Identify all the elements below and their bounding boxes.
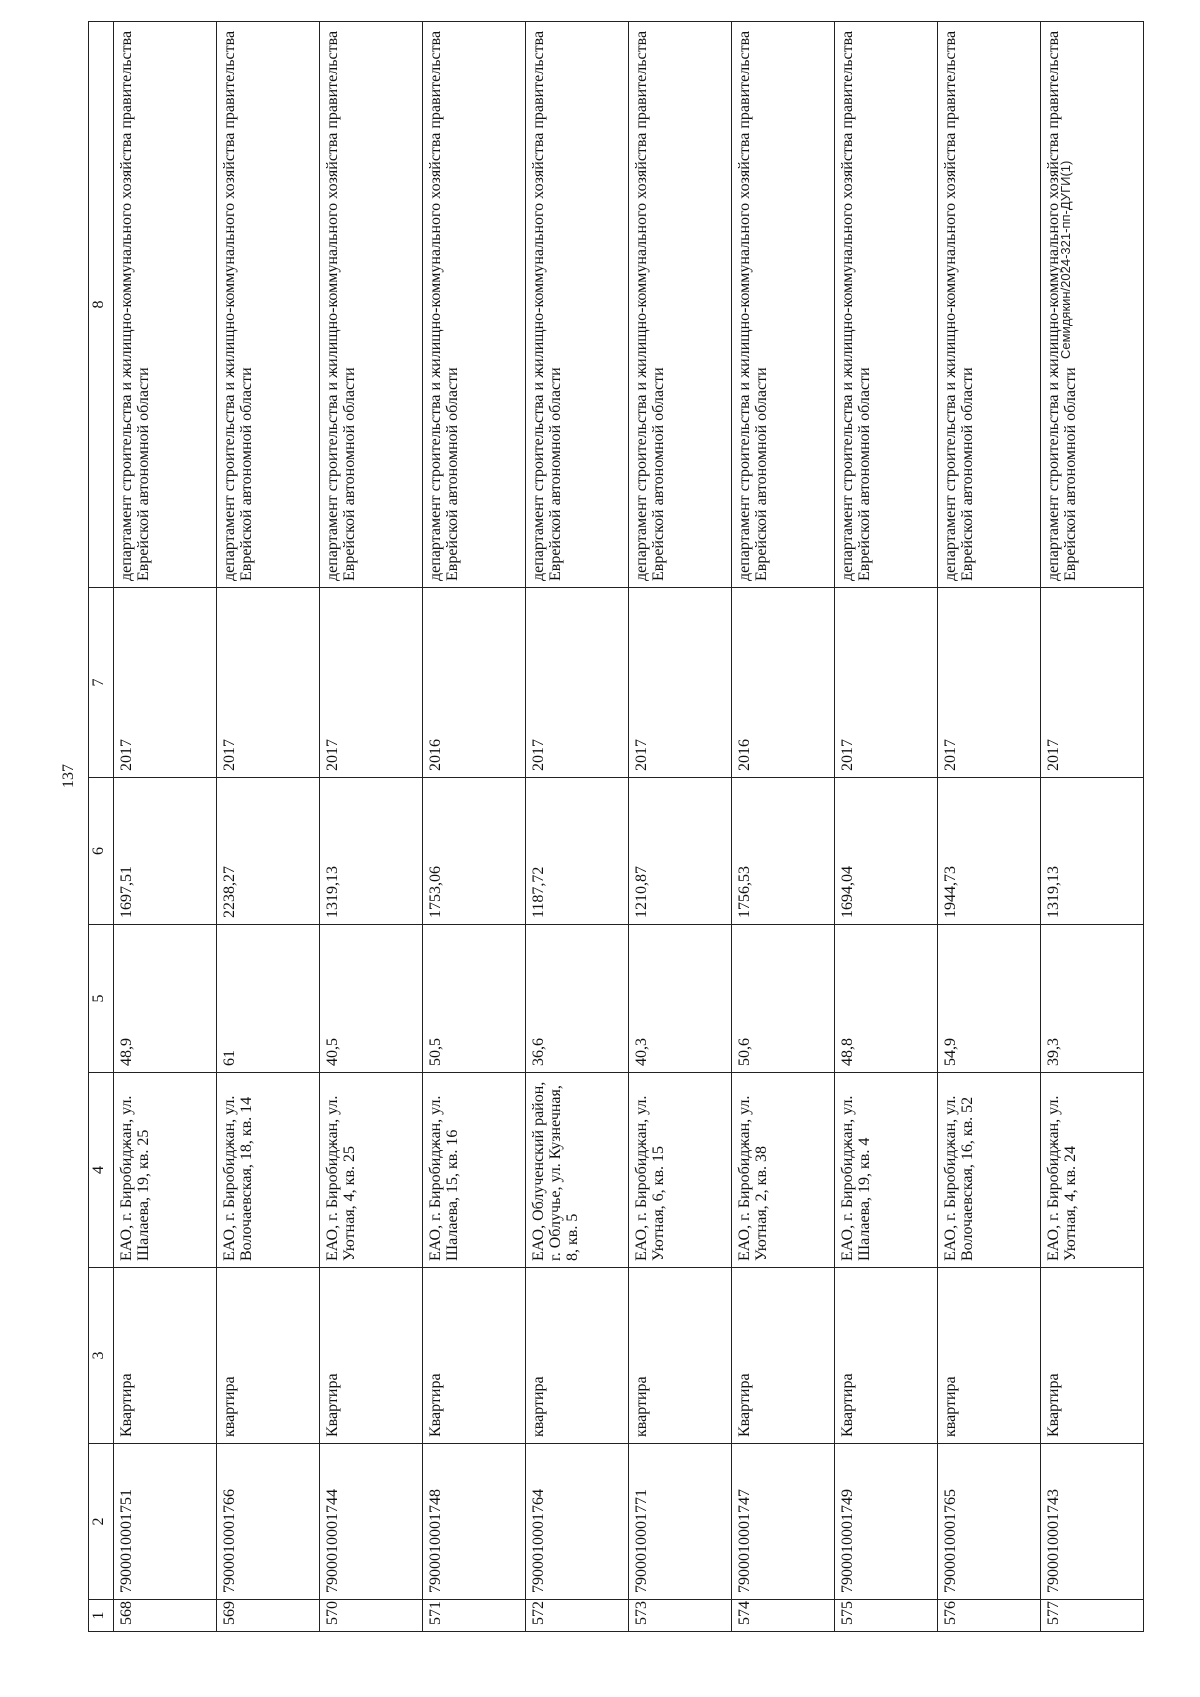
holder-cell: департамент строительства и жилищно-коммунального хозяйства правительства Еврейской автономной области — [835, 22, 938, 588]
row-number-cell: 570 — [320, 1600, 423, 1632]
object-type-cell: Квартира — [114, 1268, 217, 1444]
holder-cell: департамент строительства и жилищно-коммунального хозяйства правительства Еврейской автономной области — [1041, 22, 1144, 588]
holder-cell: департамент строительства и жилищно-коммунального хозяйства правительства Еврейской автономной области — [629, 22, 732, 588]
value-cell: 2238,27 — [217, 778, 320, 925]
object-type-cell: квартира — [217, 1268, 320, 1444]
header-row — [89, 22, 114, 1632]
object-type-cell: квартира — [938, 1268, 1041, 1444]
page-number: 137 — [60, 764, 77, 788]
area-cell: 48,8 — [835, 925, 938, 1073]
area-cell: 54,9 — [938, 925, 1041, 1073]
row-number-cell: 577 — [1041, 1600, 1144, 1632]
address-cell: ЕАО, г. Биробиджан, ул. Волочаевская, 18, кв. 14 — [217, 1073, 320, 1268]
area-cell: 40,3 — [629, 925, 732, 1073]
row-number-cell: 575 — [835, 1600, 938, 1632]
row-number-cell: 574 — [732, 1600, 835, 1632]
value-cell: 1697,51 — [114, 778, 217, 925]
holder-cell: департамент строительства и жилищно-коммунального хозяйства правительства Еврейской автономной области — [114, 22, 217, 588]
table-row — [732, 22, 835, 1632]
property-registry-table — [88, 21, 1144, 1632]
address-cell: ЕАО, г. Биробиджан, ул. Шалаева, 19, кв. 4 — [835, 1073, 938, 1268]
address-cell: ЕАО, Облученский район, г. Облучье, ул. Кузнечная, 8, кв. 5 — [526, 1073, 629, 1268]
object-type-cell: Квартира — [835, 1268, 938, 1444]
year-cell: 2017 — [320, 588, 423, 778]
value-cell: 1753,06 — [423, 778, 526, 925]
address-cell: ЕАО, г. Биробиджан, ул. Уютная, 2, кв. 38 — [732, 1073, 835, 1268]
area-cell: 39,3 — [1041, 925, 1144, 1073]
row-number-cell: 572 — [526, 1600, 629, 1632]
table-row — [423, 22, 526, 1632]
cadastral-code-cell: 7900010001748 — [423, 1444, 526, 1600]
value-cell: 1210,87 — [629, 778, 732, 925]
holder-cell: департамент строительства и жилищно-коммунального хозяйства правительства Еврейской автономной области — [938, 22, 1041, 588]
area-cell: 61 — [217, 925, 320, 1073]
table-header — [89, 22, 114, 1632]
object-type-cell: Квартира — [1041, 1268, 1144, 1444]
object-type-cell: Квартира — [732, 1268, 835, 1444]
year-cell: 2017 — [629, 588, 732, 778]
holder-cell: департамент строительства и жилищно-коммунального хозяйства правительства Еврейской автономной области — [320, 22, 423, 588]
object-type-cell: Квартира — [423, 1268, 526, 1444]
table-row — [1041, 22, 1144, 1632]
cadastral-code-cell: 7900010001771 — [629, 1444, 732, 1600]
address-cell: ЕАО, г. Биробиджан, ул. Уютная, 4, кв. 24 — [1041, 1073, 1144, 1268]
area-cell: 36,6 — [526, 925, 629, 1073]
holder-cell: департамент строительства и жилищно-коммунального хозяйства правительства Еврейской автономной области — [217, 22, 320, 588]
year-cell: 2017 — [835, 588, 938, 778]
year-cell: 2017 — [217, 588, 320, 778]
cadastral-code-cell: 7900010001765 — [938, 1444, 1041, 1600]
year-cell: 2017 — [114, 588, 217, 778]
area-cell: 50,6 — [732, 925, 835, 1073]
object-type-cell: квартира — [629, 1268, 732, 1444]
rotated-page-content — [60, 22, 1143, 1632]
cadastral-code-cell: 7900010001749 — [835, 1444, 938, 1600]
value-cell: 1319,13 — [1041, 778, 1144, 925]
year-cell: 2016 — [732, 588, 835, 778]
cadastral-code-cell: 7900010001764 — [526, 1444, 629, 1600]
table-row — [526, 22, 629, 1632]
year-cell: 2017 — [526, 588, 629, 778]
table-body — [114, 22, 1144, 1632]
cadastral-code-cell: 7900010001743 — [1041, 1444, 1144, 1600]
value-cell: 1694,04 — [835, 778, 938, 925]
object-type-cell: Квартира — [320, 1268, 423, 1444]
column-header: 6 — [89, 778, 114, 925]
address-cell: ЕАО, г. Биробиджан, ул. Шалаева, 19, кв. 25 — [114, 1073, 217, 1268]
cadastral-code-cell: 7900010001744 — [320, 1444, 423, 1600]
row-number-cell: 569 — [217, 1600, 320, 1632]
holder-cell: департамент строительства и жилищно-коммунального хозяйства правительства Еврейской автономной области — [732, 22, 835, 588]
column-header: 1 — [89, 1600, 114, 1632]
year-cell: 2017 — [1041, 588, 1144, 778]
object-type-cell: квартира — [526, 1268, 629, 1444]
column-header: 4 — [89, 1073, 114, 1268]
value-cell: 1187,72 — [526, 778, 629, 925]
address-cell: ЕАО, г. Биробиджан, ул. Уютная, 6, кв. 15 — [629, 1073, 732, 1268]
column-header: 2 — [89, 1444, 114, 1600]
table-row — [320, 22, 423, 1632]
column-header: 7 — [89, 588, 114, 778]
table-row — [835, 22, 938, 1632]
row-number-cell: 573 — [629, 1600, 732, 1632]
area-cell: 48,9 — [114, 925, 217, 1073]
table-row — [217, 22, 320, 1632]
value-cell: 1944,73 — [938, 778, 1041, 925]
row-number-cell: 576 — [938, 1600, 1041, 1632]
document-code: Семидякин/2024-321-пп-ДУГИ(1) — [1058, 160, 1073, 360]
area-cell: 40,5 — [320, 925, 423, 1073]
column-header: 8 — [89, 22, 114, 588]
address-cell: ЕАО, г. Биробиджан, ул. Шалаева, 15, кв. 16 — [423, 1073, 526, 1268]
column-header: 3 — [89, 1268, 114, 1444]
row-number-cell: 571 — [423, 1600, 526, 1632]
value-cell: 1319,13 — [320, 778, 423, 925]
column-header: 5 — [89, 925, 114, 1073]
address-cell: ЕАО, г. Биробиджан, ул. Уютная, 4, кв. 25 — [320, 1073, 423, 1268]
value-cell: 1756,53 — [732, 778, 835, 925]
holder-cell: департамент строительства и жилищно-коммунального хозяйства правительства Еврейской автономной области — [423, 22, 526, 588]
area-cell: 50,5 — [423, 925, 526, 1073]
cadastral-code-cell: 7900010001751 — [114, 1444, 217, 1600]
cadastral-code-cell: 7900010001747 — [732, 1444, 835, 1600]
row-number-cell: 568 — [114, 1600, 217, 1632]
holder-cell: департамент строительства и жилищно-коммунального хозяйства правительства Еврейской автономной области — [526, 22, 629, 588]
year-cell: 2017 — [938, 588, 1041, 778]
address-cell: ЕАО, г. Биробиджан, ул. Волочаевская, 16, кв. 52 — [938, 1073, 1041, 1268]
table-row — [938, 22, 1041, 1632]
table-row — [629, 22, 732, 1632]
cadastral-code-cell: 7900010001766 — [217, 1444, 320, 1600]
year-cell: 2016 — [423, 588, 526, 778]
table-row — [114, 22, 217, 1632]
